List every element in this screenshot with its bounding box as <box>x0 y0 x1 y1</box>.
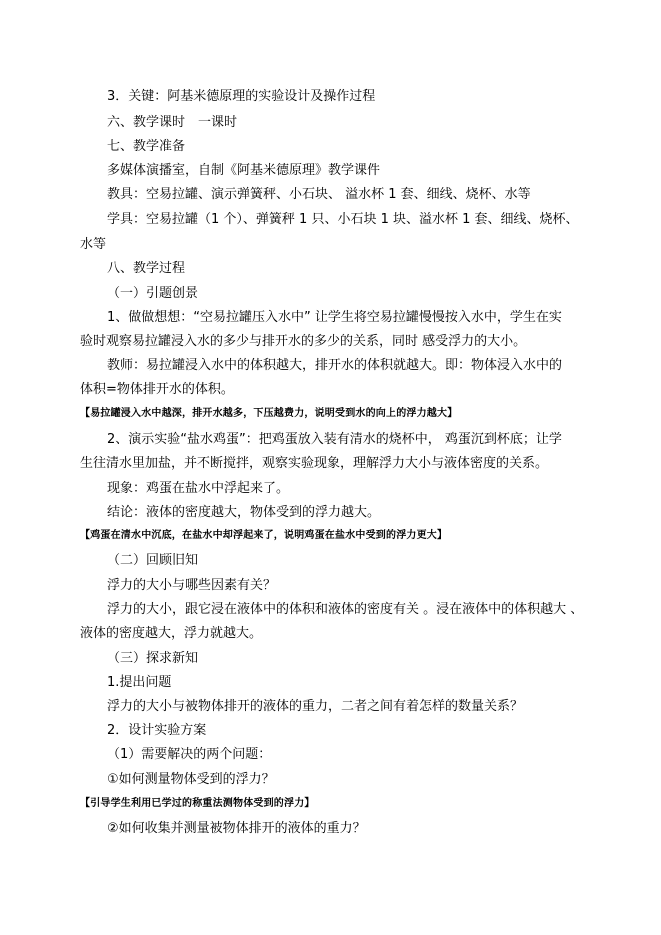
teaching-note: 【引导学生利用已学过的称重法测物体受到的浮力】 <box>80 798 315 809</box>
text-line: 浮力的大小与哪些因素有关？ <box>107 578 277 593</box>
section-heading: 八、教学过程 <box>107 261 186 276</box>
subsection-heading: （一）引题创景 <box>107 286 199 301</box>
text-line: 学具：空易拉罐（1 个）、弹簧秤 1 只、小石块 1 块、溢水杯 1 套、细线、烧杯、 <box>107 212 579 227</box>
text-line: 结论：液体的密度越大，物体受到的浮力越大。 <box>107 505 381 520</box>
text-line: 浮力的大小，跟它浸在液体中的体积和液体的密度有关 。浸在液体中的体积越大 、 <box>107 602 584 617</box>
text-line: 2、演示实验“盐水鸡蛋”：把鸡蛋放入装有清水的烧杯中， 鸡蛋沉到杯底；让学 <box>107 432 562 447</box>
teaching-note: 【易拉罐浸入水中越深，排开水越多，下压越费力，说明受到水的向上的浮力越大】 <box>80 408 458 419</box>
text-line: 现象：鸡蛋在盐水中浮起来了。 <box>107 481 290 496</box>
subsection-heading: （二）回顾旧知 <box>107 553 199 568</box>
text-line: 浮力的大小与被物体排开的液体的重力，二者之间有着怎样的数量关系？ <box>107 699 524 714</box>
teaching-note: 【鸡蛋在清水中沉底，在盐水中却浮起来了，说明鸡蛋在盐水中受到的浮力更大】 <box>80 530 448 541</box>
text-line: 多媒体演播室，自制《阿基米德原理》教学课件 <box>107 163 381 178</box>
text-line: 2．设计实验方案 <box>107 723 207 738</box>
text-line: 1、做做想想：“空易拉罐压入水中” 让学生将空易拉罐慢慢按入水中，学生在实 <box>107 310 562 325</box>
text-line: 教具：空易拉罐、演示弹簧秤、小石块、 溢水杯 1 套、细线、烧杯、水等 <box>107 187 531 202</box>
subsection-heading: （三）探求新知 <box>107 651 199 666</box>
text-line: 1.提出问题 <box>107 675 172 690</box>
text-line: 3．关键：阿基米德原理的实验设计及操作过程 <box>107 89 376 104</box>
text-line: 生往清水里加盐，并不断搅拌，观察实验现象，理解浮力大小与液体密度的关系。 <box>80 456 549 471</box>
text-line: ②如何收集并测量被物体排开的液体的重力？ <box>107 821 366 836</box>
section-heading: 六、教学课时 一课时 <box>107 115 238 130</box>
text-line: 液体的密度越大，浮力就越大。 <box>80 626 263 641</box>
section-heading: 七、教学准备 <box>107 139 186 154</box>
text-line: 体积=物体排开水的体积。 <box>80 382 234 397</box>
text-line: ①如何测量物体受到的浮力？ <box>107 772 275 787</box>
text-line: 验时观察易拉罐浸入水的多少与排开水的多少的关系，同时 感受浮力的大小。 <box>80 334 527 349</box>
text-line: 水等 <box>80 237 107 252</box>
text-line: 教师：易拉罐浸入水中的体积越大，排开水的体积就越大。即：物体浸入水中的 <box>107 358 563 373</box>
text-line: （1）需要解决的两个问题： <box>107 747 272 762</box>
